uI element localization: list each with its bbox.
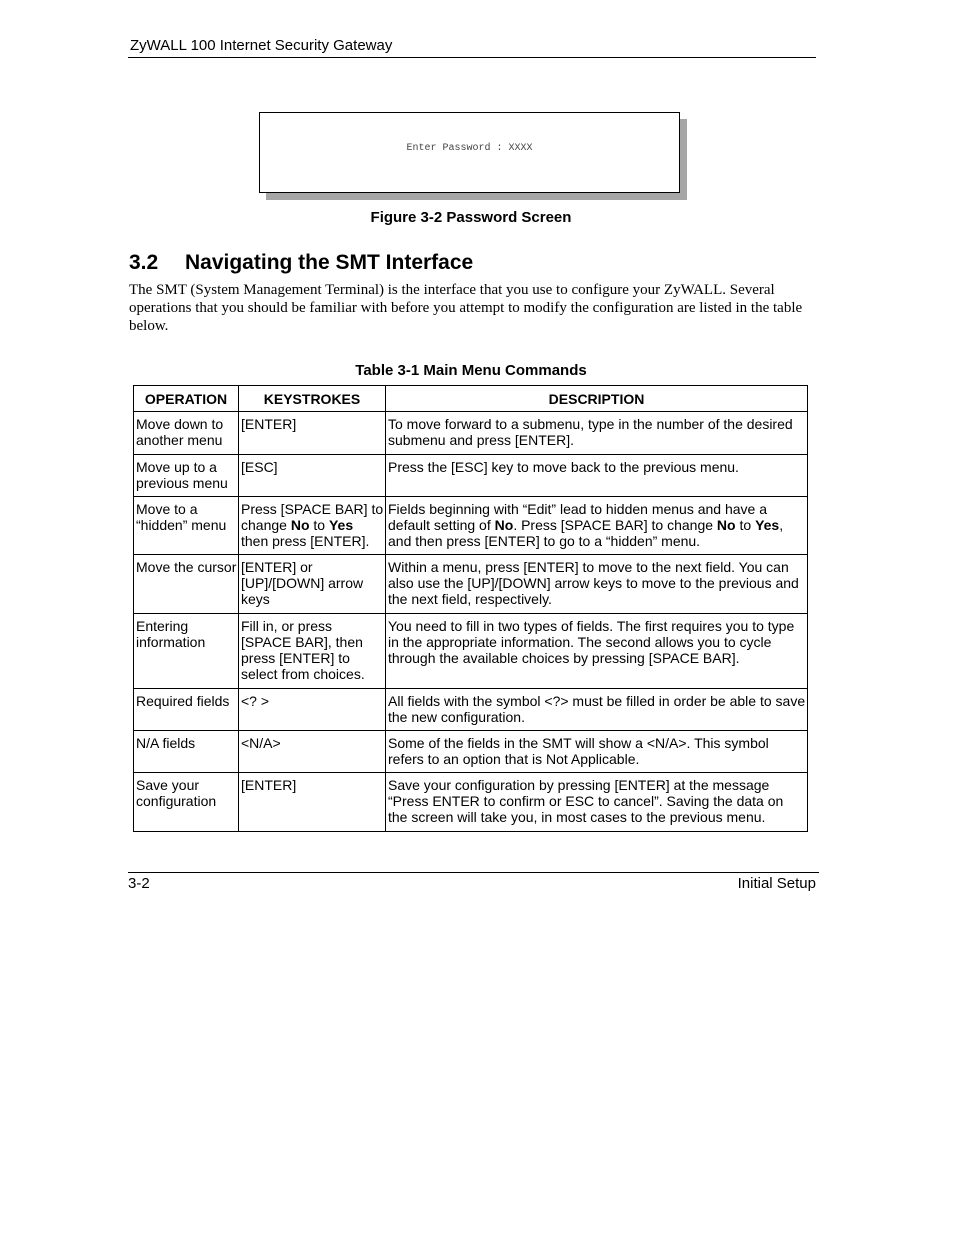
chapter-name: Initial Setup bbox=[737, 875, 816, 892]
table-caption: Table 3-1 Main Menu Commands bbox=[355, 362, 587, 379]
table-header-row bbox=[134, 386, 808, 412]
table-row bbox=[134, 412, 808, 455]
description-cell: Fields beginning with “Edit” lead to hidden menus and have a default setting of No. Press [SPACE BAR] to change No to Yes, and then press [ENTER] to go to a “hidden” menu. bbox=[386, 497, 808, 555]
operation-cell: Save your configuration bbox=[134, 773, 239, 832]
keystrokes-cell: Fill in, or press [SPACE BAR], then press [ENTER] to select from choices. bbox=[239, 614, 386, 689]
footer-rule bbox=[128, 872, 819, 873]
header-keystrokes: KEYSTROKES bbox=[239, 386, 386, 412]
bold-value: No bbox=[494, 517, 514, 533]
description-cell: Some of the fields in the SMT will show a <N/A>. This symbol refers to an option that is Not Applicable. bbox=[386, 731, 808, 773]
description-cell: Press the [ESC] key to move back to the previous menu. bbox=[386, 455, 808, 497]
keystrokes-cell: Press [SPACE BAR] to change No to Yes then press [ENTER]. bbox=[239, 497, 386, 555]
table-row bbox=[134, 731, 808, 773]
header-operation: OPERATION bbox=[134, 386, 239, 412]
bold-value: No bbox=[290, 517, 310, 533]
password-screen-figure bbox=[259, 112, 680, 193]
description-cell: You need to fill in two types of fields. The first requires you to type in the appropriate information. The second allows you to cycle through the available choices by pressing [SPACE BAR]. bbox=[386, 614, 808, 689]
section-heading bbox=[129, 251, 473, 275]
page-number: 3-2 bbox=[128, 875, 150, 892]
bold-value: No bbox=[716, 517, 736, 533]
table-row bbox=[134, 773, 808, 832]
section-paragraph: The SMT (System Management Terminal) is the interface that you use to configure your ZyWALL. Several operations that you should be familiar with before you attempt to modify the configuration are listed in the table below. bbox=[129, 282, 803, 334]
section-title: Navigating the SMT Interface bbox=[185, 251, 474, 274]
keystrokes-cell: <? > bbox=[239, 689, 386, 731]
description-cell: To move forward to a submenu, type in the number of the desired submenu and press [ENTER]. bbox=[386, 412, 808, 455]
section-number: 3.2 bbox=[129, 251, 159, 274]
keystrokes-cell: [ENTER] bbox=[239, 412, 386, 455]
main-menu-commands-table bbox=[133, 385, 808, 832]
running-header: ZyWALL 100 Internet Security Gateway bbox=[130, 37, 393, 54]
description-cell: All fields with the symbol <?> must be filled in order be able to save the new configuration. bbox=[386, 689, 808, 731]
keystrokes-cell: [ENTER] bbox=[239, 773, 386, 832]
header-rule bbox=[128, 57, 816, 58]
table-row bbox=[134, 555, 808, 614]
bold-value: Yes bbox=[328, 517, 354, 533]
operation-cell: Move the cursor bbox=[134, 555, 239, 614]
description-cell: Save your configuration by pressing [ENTER] at the message “Press ENTER to confirm or ESC to cancel”. Saving the data on the screen will take you, in most cases to the previous menu. bbox=[386, 773, 808, 832]
keystrokes-cell: [ESC] bbox=[239, 455, 386, 497]
table-row bbox=[134, 689, 808, 731]
figure-caption: Figure 3-2 Password Screen bbox=[370, 209, 572, 226]
operation-cell: Move to a “hidden” menu bbox=[134, 497, 239, 555]
bold-value: Yes bbox=[755, 517, 780, 533]
table-row bbox=[134, 455, 808, 497]
operation-cell: Required fields bbox=[134, 689, 239, 731]
operation-cell: Move down to another menu bbox=[134, 412, 239, 455]
keystrokes-cell: [ENTER] or [UP]/[DOWN] arrow keys bbox=[239, 555, 386, 614]
description-cell: Within a menu, press [ENTER] to move to the next field. You can also use the [UP]/[DOWN] arrow keys to move to the previous and the next field, respectively. bbox=[386, 555, 808, 614]
operation-cell: Move up to a previous menu bbox=[134, 455, 239, 497]
table-row bbox=[134, 497, 808, 555]
password-prompt-text: Enter Password : XXXX bbox=[406, 143, 533, 154]
table-row bbox=[134, 614, 808, 689]
header-description: DESCRIPTION bbox=[386, 386, 808, 412]
operation-cell: N/A fields bbox=[134, 731, 239, 773]
keystrokes-cell: <N/A> bbox=[239, 731, 386, 773]
operation-cell: Entering information bbox=[134, 614, 239, 689]
